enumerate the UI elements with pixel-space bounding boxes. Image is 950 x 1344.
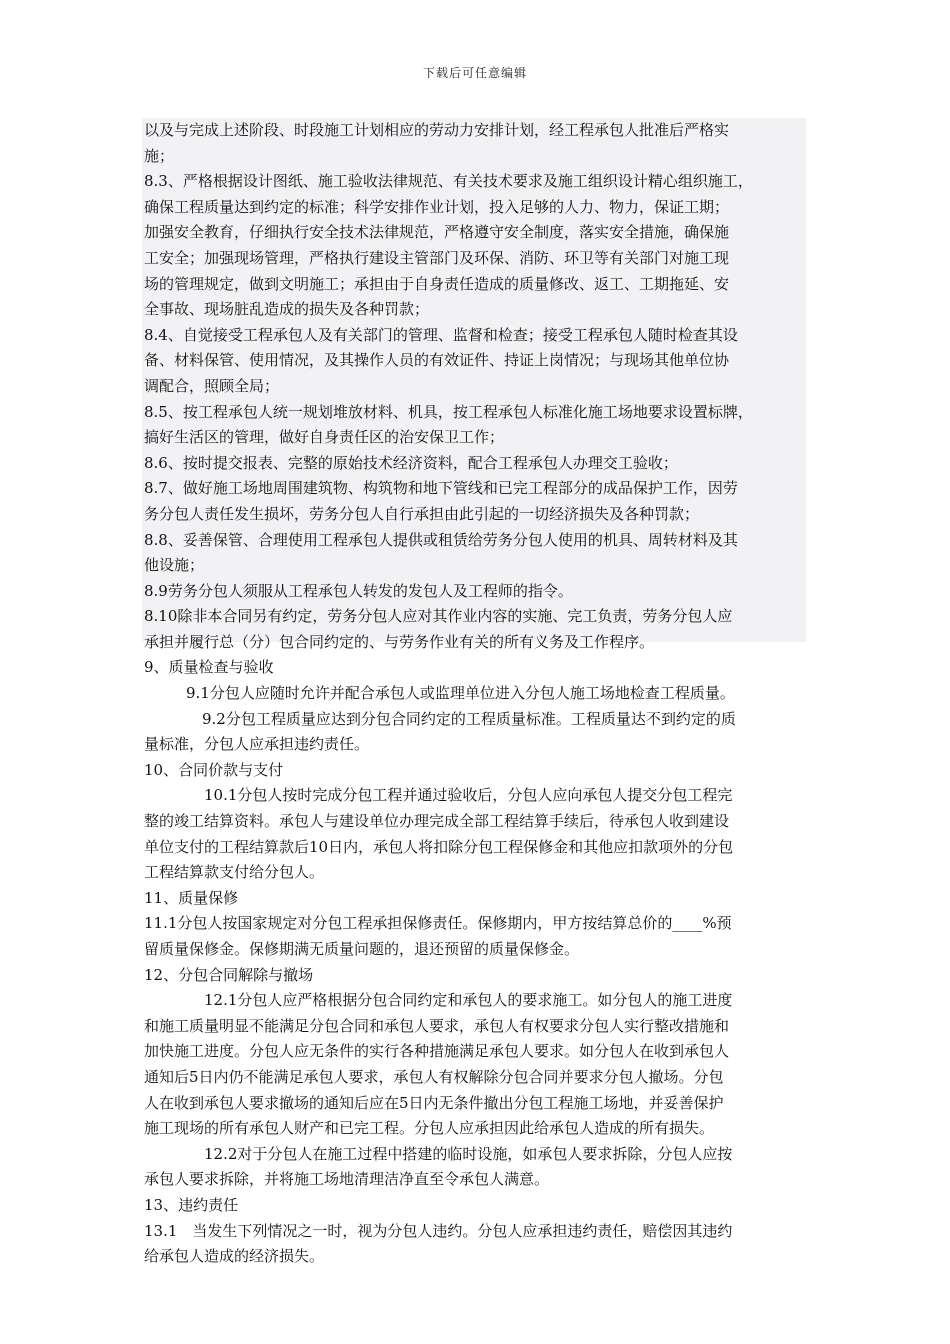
text-line: 8.9劳务分包人须服从工程承包人转发的发包人及工程师的指令。 bbox=[144, 581, 573, 600]
text-line: 9.2分包工程质量应达到分包合同约定的工程质量标准。工程质量达不到约定的质 bbox=[202, 709, 736, 728]
text-line: 施； bbox=[144, 146, 175, 165]
text-line: 给承包人造成的经济损失。 bbox=[144, 1247, 325, 1266]
document-body bbox=[144, 118, 808, 1270]
text-line: 8.8、妥善保管、合理使用工程承包人提供或租赁给劳务分包人使用的机具、周转材料及其 bbox=[144, 530, 738, 549]
text-line: 8.4、自觉接受工程承包人及有关部门的管理、监督和检查；接受工程承包人随时检查其设 bbox=[144, 325, 738, 344]
text-line: 8.3、严格根据设计图纸、施工验收法律规范、有关技术要求及施工组织设计精心组织施工， bbox=[144, 172, 753, 191]
text-line: 调配合，照顾全局； bbox=[144, 376, 280, 395]
text-line: 单位支付的工程结算款后10日内，承包人将扣除分包工程保修金和其他应扣款项外的分包 bbox=[144, 837, 734, 856]
text-line: 加快施工进度。分包人应无条件的实行各种措施满足承包人要求。如分包人在收到承包人 bbox=[144, 1042, 730, 1061]
text-line: 工程结算款支付给分包人。 bbox=[144, 863, 325, 882]
text-line: 施工现场的所有承包人财产和已完工程。分包人应承担因此给承包人造成的所有损失。 bbox=[144, 1119, 715, 1138]
text-line: 9、质量检查与验收 bbox=[144, 658, 274, 677]
text-line: 8.10除非本合同另有约定，劳务分包人应对其作业内容的实施、完工负责，劳务分包人应 bbox=[144, 607, 733, 626]
text-line: 8.5、按工程承包人统一规划堆放材料、机具，按工程承包人标准化施工场地要求设置标牌， bbox=[144, 402, 753, 421]
text-line: 整的竣工结算资料。承包人与建设单位办理完成全部工程结算手续后，待承包人收到建设 bbox=[144, 812, 730, 831]
text-line: 他设施； bbox=[144, 556, 205, 575]
text-line: 确保工程质量达到约定的标准；科学安排作业计划，投入足够的人力、物力，保证工期； bbox=[144, 197, 730, 216]
text-line: 8.7、做好施工场地周围建筑物、构筑物和地下管线和已完工程部分的成品保护工作，因劳 bbox=[144, 479, 738, 498]
text-line: 12.2对于分包人在施工过程中搭建的临时设施，如承包人要求拆除，分包人应按 bbox=[204, 1144, 733, 1163]
text-line: 和施工质量明显不能满足分包合同和承包人要求，承包人有权要求分包人实行整改措施和 bbox=[144, 1016, 730, 1035]
text-line: 搞好生活区的管理，做好自身责任区的治安保卫工作； bbox=[144, 428, 505, 447]
text-line: 务分包人责任发生损坏，劳务分包人自行承担由此引起的一切经济损失及各种罚款； bbox=[144, 504, 700, 523]
text-line: 承担并履行总（分）包合同约定的、与劳务作业有关的所有义务及工作程序。 bbox=[144, 632, 655, 651]
text-line: 人在收到承包人要求撤场的通知后应在5日内无条件撤出分包工程施工场地，并妥善保护 bbox=[144, 1093, 724, 1112]
text-line: 13.1 当发生下列情况之一时，视为分包人违约。分包人应承担违约责任，赔偿因其违约 bbox=[144, 1221, 733, 1240]
text-line: 以及与完成上述阶段、时段施工计划相应的劳动力安排计划，经工程承包人批准后严格实 bbox=[144, 121, 730, 139]
text-line: 12.1分包人应严格根据分包合同约定和承包人的要求施工。如分包人的施工进度 bbox=[204, 991, 733, 1010]
text-line: 通知后5日内仍不能满足承包人要求，承包人有权解除分包合同并要求分包人撤场。分包 bbox=[144, 1067, 724, 1086]
text-line: 承包人要求拆除，并将施工场地清理洁净直至令承包人满意。 bbox=[144, 1170, 550, 1189]
text-line: 8.6、按时提交报表、完整的原始技术经济资料，配合工程承包人办理交工验收； bbox=[144, 453, 678, 472]
text-line: 留质量保修金。保修期满无质量问题的，退还预留的质量保修金。 bbox=[144, 940, 580, 958]
text-line: 10、合同价款与支付 bbox=[144, 760, 284, 779]
text-line: 场的管理规定，做到文明施工；承担由于自身责任造成的质量修改、返工、工期拖延、安 bbox=[144, 274, 730, 293]
text-line: 12、分包合同解除与撤场 bbox=[144, 965, 314, 984]
text-line: 全事故、现场脏乱造成的损失及各种罚款； bbox=[144, 300, 430, 319]
text-line: 10.1分包人按时完成分包工程并通过验收后，分包人应向承包人提交分包工程完 bbox=[204, 786, 733, 805]
text-line: 加强安全教育，仔细执行安全技术法律规范，严格遵守安全制度，落实安全措施，确保施 bbox=[144, 223, 730, 242]
page-header: 下载后可任意编辑 bbox=[422, 66, 527, 80]
text-line: 备、材料保管、使用情况，及其操作人员的有效证件、持证上岗情况；与现场其他单位协 bbox=[144, 351, 730, 370]
text-line: 11.1分包人按国家规定对分包工程承担保修责任。保修期内，甲方按结算总价的____%预 bbox=[144, 914, 732, 933]
text-line: 工安全；加强现场管理，严格执行建设主管部门及环保、消防、环卫等有关部门对施工现 bbox=[144, 248, 730, 267]
text-line: 量标准，分包人应承担违约责任。 bbox=[144, 735, 370, 754]
text-line: 13、违约责任 bbox=[144, 1195, 239, 1214]
text-line: 11、质量保修 bbox=[144, 888, 239, 907]
text-line: 9.1分包人应随时允许并配合承包人或监理单位进入分包人施工场地检查工程质量。 bbox=[186, 684, 735, 703]
